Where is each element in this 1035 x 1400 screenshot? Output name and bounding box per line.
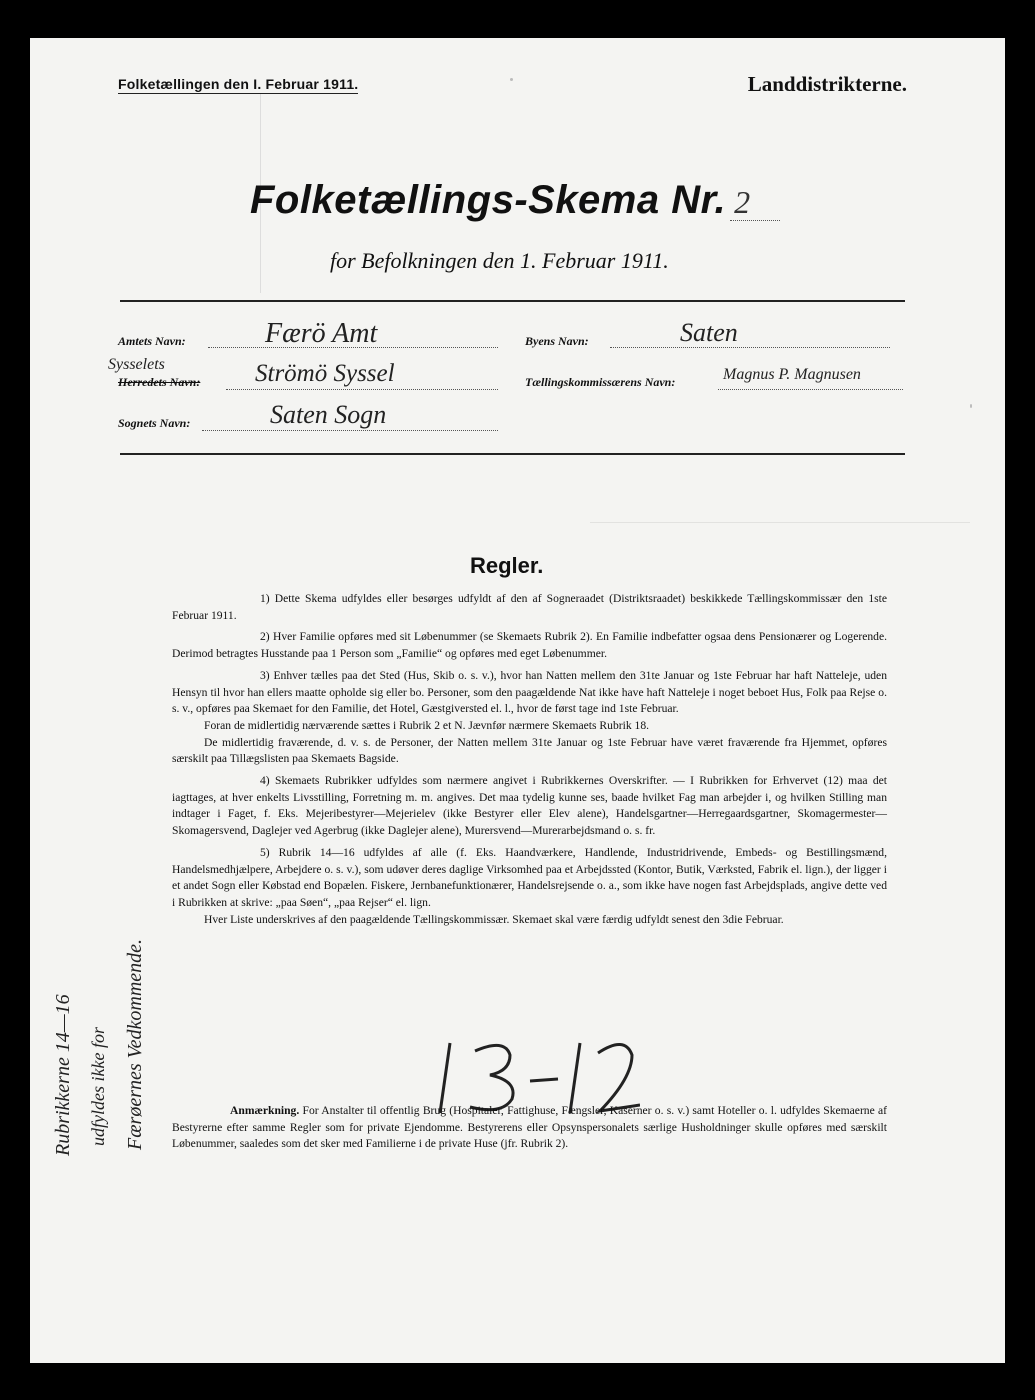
top-rule [120, 300, 905, 302]
census-form-page [30, 38, 1005, 1363]
remark-block [172, 1103, 887, 1153]
header-district-type: Landdistrikterne. [747, 72, 907, 96]
rule-5: 5) Rubrik 14—16 udfyldes af alle (f. Eks. Haandværkere, Handlende, Industridrivende, Embeds- og Bestillingsmænd, Handelsmedhjælpere, Arbejdere o. s. v.), som udøver deres daglige Virksomhed paa et Arbejdssted (Kontor, Butik, Værksted, Fabrik el. lign.), der ligger i et andet Sogn eller Købstad end Bopælen. Fiskere, Jernbanefunktionærer, Handelsrejsende o. a., som ikke have nogen fast Arbejdsplads, angive dette ved i Rubrikken at skrive: „paa Søen“, „paa Rejser“ el. lign. [172, 845, 887, 909]
margin-note-line1: Rubrikkerne 14—16 [52, 994, 74, 1156]
paper-speck [970, 404, 972, 408]
amt-value: Færö Amt [265, 318, 378, 349]
bleed-through-text [30, 93, 261, 293]
rules-body [172, 591, 887, 933]
byens-label: Byens Navn: [525, 334, 589, 348]
form-number-handwritten: 2 [734, 184, 751, 220]
form-title [250, 178, 751, 223]
sogn-value: Saten Sogn [270, 400, 387, 429]
rule-3c: De midlertidig fraværende, d. v. s. de Personer, der Natten mellem 31te Januar og 1ste Februar have været fraværende fra Hjemmet, opføres særskilt paa Tillægslisten paa Skemaets Bagside. [172, 735, 887, 766]
margin-note-line2: udfyldes ikke for [88, 1027, 108, 1146]
rule-5b: Hver Liste underskrives af den paagældende Tællingskommissær. Skemaet skal være færdig udfyldt senest den 3die Februar. [204, 912, 784, 926]
kommissaer-label: Tællingskommissærens Navn: [525, 375, 676, 389]
rules-heading: Regler. [470, 553, 544, 578]
remark-label: Anmærkning. [230, 1104, 300, 1117]
form-subtitle: for Befolkningen den 1. Februar 1911. [330, 248, 669, 273]
sogn-label: Sognets Navn: [118, 416, 191, 430]
bottom-rule [120, 453, 905, 455]
herred-label-text: Herredets Navn: [118, 375, 201, 389]
byens-dotted-line [610, 329, 890, 348]
herred-correction: Sysselets [108, 356, 165, 373]
rule-4: 4) Skemaets Rubrikker udfyldes som nærmere angivet i Rubrikkernes Overskrifter. — I Rubrikken for Erhvervet (12) maa det iagttages, at hver enkelts Livsstilling, Forretning m. m. angives. Det maa tydelig kunne ses, baade hvilket Fag man arbejder i, og hvilken Stilling man indtager i Faget, f. Eks. Mejeribestyrer—Mejerielev (ikke Bestyrer eller Elev alene), Handelsgartner—Herregaardsgartner, Skomagermester—Skomagersvend, Daglejer ved Agerbrug (ikke Daglejer alene), Murersvend—Murerarbejdsmand o. s. fr. [172, 774, 887, 838]
rule-3: 3) Enhver tælles paa det Sted (Hus, Skib o. s. v.), hvor han Natten mellem den 31te Januar og 1ste Februar har haft Natteleje, uden Hensyn til hvor han ellers maatte opholde sig eller bo. Personer, som den paagældende Nat ikke have haft Natteleje i noget beboet Hus, Folk paa Rejse o. s. v., opføres paa Skemaet for den Familie, det Hotel, Gæstgiversted el. l., hvor de først tage ind 1ste Februar. [172, 668, 887, 716]
herred-value: Strömö Syssel [255, 360, 395, 387]
herred-label [118, 375, 200, 390]
paper-speck [510, 78, 513, 81]
bleed-through-lines [590, 508, 970, 523]
rule-2: 2) Hver Familie opføres med sit Løbenummer (se Skemaets Rubrik 2). En Familie indbefatter ogsaa dens Pensionærer og Logerende. Derimod betragtes Husstande paa 1 Person som „Familie“ og opføres med eget Løbenummer. [172, 630, 887, 661]
header-census-date: Folketællingen den I. Februar 1911. [118, 76, 359, 92]
rule-1: 1) Dette Skema udfyldes eller besørges udfyldt af den af Sogneraadet (Distriktsraadet) beskikkede Tællingskommissær den 1ste Februar 1911. [172, 592, 887, 622]
margin-note-line3: Færøernes Vedkommende. [124, 938, 146, 1150]
byens-value: Saten [680, 318, 738, 347]
form-title-text: Folketællings-Skema Nr. [250, 178, 727, 222]
remark-text: For Anstalter til offentlig Brug (Hospitaler, Fattighuse, Fængsler, Kaserner o. s. v.) samt Hoteller o. l. udfyldes Skemaerne af Bestyrerne efter samme Regler som for private Ejendomme. Bestyrerens eller Opsynspersonalets særlige Husholdninger skulle opføres med særskilt Løbenummer, saaledes som det sker med Familierne i de private Huse (jfr. Rubrik 2). [172, 1104, 887, 1151]
kommissaer-value: Magnus P. Magnusen [723, 366, 861, 383]
rule-3b: Foran de midlertidig nærværende sættes i Rubrik 2 et N. Jævnfør nærmere Skemaets Rubrik 18. [204, 718, 650, 732]
form-number-underline [730, 220, 780, 221]
amt-label: Amtets Navn: [118, 334, 186, 348]
